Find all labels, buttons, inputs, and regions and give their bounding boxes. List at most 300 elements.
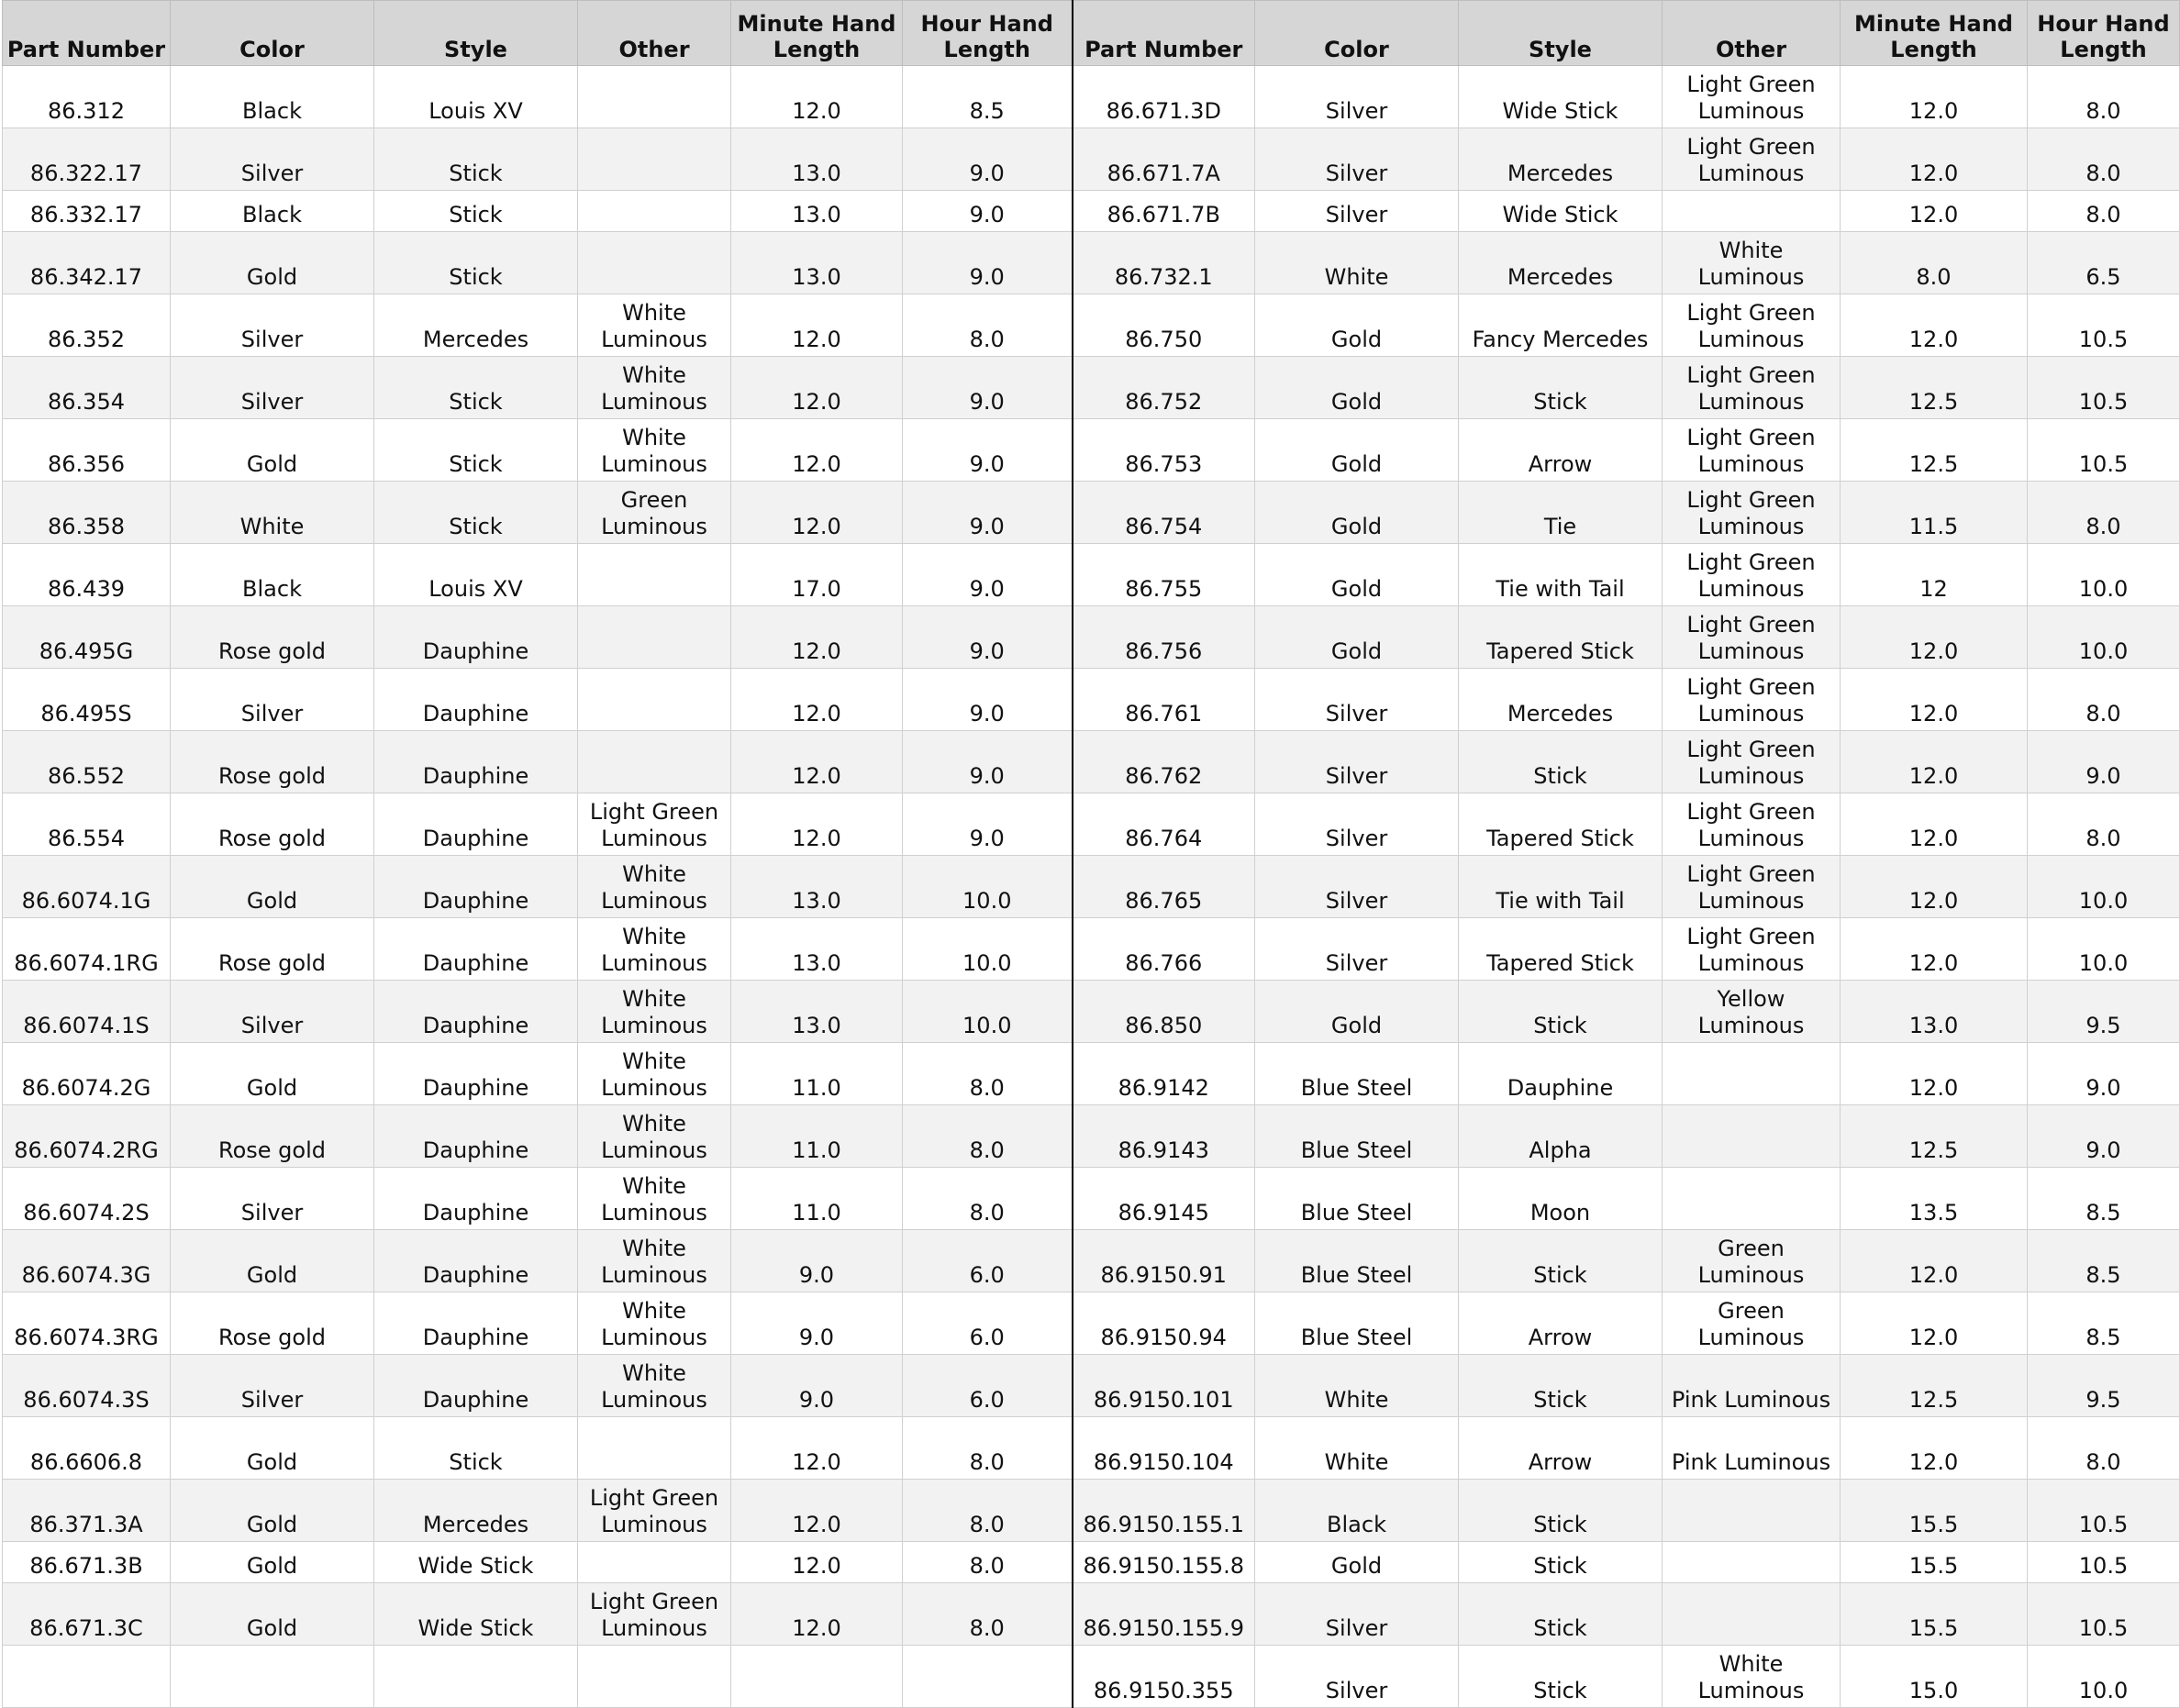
table-row[interactable] bbox=[3, 918, 2180, 981]
cell-minute-hand-length[interactable]: 13.0 bbox=[731, 918, 903, 981]
cell-other[interactable] bbox=[578, 66, 731, 128]
cell-other[interactable]: Light Green Luminous bbox=[578, 1583, 731, 1646]
cell-hour-hand-length[interactable]: 10.5 bbox=[2028, 1480, 2180, 1542]
cell-hour-hand-length[interactable]: 8.0 bbox=[903, 1168, 1073, 1230]
table-row[interactable] bbox=[3, 1646, 2180, 1708]
cell-part-number[interactable]: 86.754 bbox=[1073, 482, 1255, 544]
cell-style[interactable]: Stick bbox=[1459, 1583, 1663, 1646]
cell-part-number[interactable]: 86.761 bbox=[1073, 669, 1255, 731]
cell-minute-hand-length[interactable]: 12.0 bbox=[1841, 1043, 2028, 1105]
cell-minute-hand-length[interactable]: 15.5 bbox=[1841, 1542, 2028, 1583]
table-row[interactable] bbox=[3, 66, 2180, 128]
cell-part-number[interactable]: 86.6074.1S bbox=[3, 981, 171, 1043]
cell-minute-hand-length[interactable]: 12.0 bbox=[1841, 1417, 2028, 1480]
cell-part-number[interactable]: 86.6074.3RG bbox=[3, 1292, 171, 1355]
table-row[interactable] bbox=[3, 1417, 2180, 1480]
cell-color[interactable]: White bbox=[171, 482, 374, 544]
cell-minute-hand-length[interactable]: 8.0 bbox=[1841, 232, 2028, 294]
cell-hour-hand-length[interactable]: 8.5 bbox=[2028, 1230, 2180, 1292]
table-row[interactable] bbox=[3, 1583, 2180, 1646]
cell-minute-hand-length[interactable]: 12.0 bbox=[1841, 606, 2028, 669]
cell-style[interactable]: Mercedes bbox=[374, 1480, 578, 1542]
cell-part-number[interactable]: 86.9150.155.1 bbox=[1073, 1480, 1255, 1542]
cell-hour-hand-length[interactable]: 10.0 bbox=[2028, 606, 2180, 669]
cell-part-number[interactable]: 86.356 bbox=[3, 419, 171, 482]
cell-style[interactable]: Tapered Stick bbox=[1459, 606, 1663, 669]
cell-part-number[interactable]: 86.554 bbox=[3, 793, 171, 856]
cell-hour-hand-length[interactable]: 10.0 bbox=[903, 918, 1073, 981]
cell-part-number[interactable]: 86.495S bbox=[3, 669, 171, 731]
cell-style[interactable]: Stick bbox=[1459, 731, 1663, 793]
cell-color[interactable]: Silver bbox=[171, 357, 374, 419]
cell-style[interactable]: Stick bbox=[374, 1417, 578, 1480]
cell-color[interactable]: Blue Steel bbox=[1255, 1292, 1459, 1355]
cell-other[interactable]: White Luminous bbox=[578, 419, 731, 482]
cell-minute-hand-length[interactable]: 15.5 bbox=[1841, 1480, 2028, 1542]
header-minute-hand-length-right[interactable]: Minute Hand Length bbox=[1841, 1, 2028, 66]
cell-part-number[interactable]: 86.6074.2S bbox=[3, 1168, 171, 1230]
cell-minute-hand-length[interactable]: 12.0 bbox=[1841, 128, 2028, 191]
cell-minute-hand-length[interactable]: 12.0 bbox=[1841, 1230, 2028, 1292]
cell-hour-hand-length[interactable]: 10.0 bbox=[2028, 544, 2180, 606]
table-row[interactable] bbox=[3, 1230, 2180, 1292]
cell-hour-hand-length[interactable]: 9.0 bbox=[903, 606, 1073, 669]
cell-other[interactable]: White Luminous bbox=[578, 856, 731, 918]
cell-color[interactable]: Gold bbox=[171, 856, 374, 918]
cell-part-number[interactable]: 86.352 bbox=[3, 294, 171, 357]
cell-part-number[interactable]: 86.6074.2RG bbox=[3, 1105, 171, 1168]
cell-minute-hand-length[interactable]: 12.0 bbox=[731, 731, 903, 793]
cell-style[interactable]: Stick bbox=[374, 191, 578, 232]
cell-style[interactable]: Dauphine bbox=[374, 1292, 578, 1355]
cell-color[interactable]: Rose gold bbox=[171, 1105, 374, 1168]
cell-minute-hand-length[interactable]: 17.0 bbox=[731, 544, 903, 606]
cell-other[interactable]: Light Green Luminous bbox=[1663, 66, 1841, 128]
cell-part-number[interactable]: 86.332.17 bbox=[3, 191, 171, 232]
cell-style[interactable]: Dauphine bbox=[374, 669, 578, 731]
cell-style[interactable]: Stick bbox=[374, 232, 578, 294]
table-row[interactable] bbox=[3, 1168, 2180, 1230]
cell-other[interactable] bbox=[578, 731, 731, 793]
cell-part-number[interactable]: 86.762 bbox=[1073, 731, 1255, 793]
cell-minute-hand-length[interactable]: 11.0 bbox=[731, 1105, 903, 1168]
cell-part-number[interactable]: 86.6074.3G bbox=[3, 1230, 171, 1292]
cell-other[interactable]: Light Green Luminous bbox=[1663, 544, 1841, 606]
cell-minute-hand-length[interactable]: 12.0 bbox=[1841, 1292, 2028, 1355]
cell-hour-hand-length[interactable]: 9.0 bbox=[903, 544, 1073, 606]
cell-other[interactable] bbox=[578, 1646, 731, 1708]
cell-minute-hand-length[interactable] bbox=[731, 1646, 903, 1708]
cell-color[interactable]: Gold bbox=[171, 1542, 374, 1583]
cell-hour-hand-length[interactable]: 8.5 bbox=[2028, 1168, 2180, 1230]
cell-hour-hand-length[interactable]: 8.0 bbox=[2028, 191, 2180, 232]
header-part-number-right[interactable]: Part Number bbox=[1073, 1, 1255, 66]
cell-other[interactable] bbox=[1663, 1480, 1841, 1542]
cell-color[interactable]: Silver bbox=[171, 128, 374, 191]
cell-other[interactable] bbox=[578, 544, 731, 606]
cell-color[interactable]: Gold bbox=[1255, 294, 1459, 357]
cell-other[interactable]: Pink Luminous bbox=[1663, 1355, 1841, 1417]
cell-hour-hand-length[interactable]: 6.0 bbox=[903, 1230, 1073, 1292]
cell-hour-hand-length[interactable]: 8.0 bbox=[2028, 669, 2180, 731]
cell-color[interactable]: Gold bbox=[171, 419, 374, 482]
cell-other[interactable] bbox=[578, 232, 731, 294]
cell-style[interactable]: Mercedes bbox=[1459, 669, 1663, 731]
cell-minute-hand-length[interactable]: 12.5 bbox=[1841, 1105, 2028, 1168]
table-row[interactable] bbox=[3, 606, 2180, 669]
cell-style[interactable]: Tie with Tail bbox=[1459, 544, 1663, 606]
cell-part-number[interactable]: 86.9150.91 bbox=[1073, 1230, 1255, 1292]
cell-hour-hand-length[interactable]: 9.0 bbox=[2028, 1105, 2180, 1168]
cell-other[interactable] bbox=[578, 606, 731, 669]
cell-color[interactable]: Silver bbox=[171, 669, 374, 731]
cell-color[interactable]: Gold bbox=[171, 1230, 374, 1292]
cell-color[interactable]: Silver bbox=[1255, 669, 1459, 731]
table-row[interactable] bbox=[3, 981, 2180, 1043]
cell-style[interactable]: Stick bbox=[374, 128, 578, 191]
cell-hour-hand-length[interactable]: 8.0 bbox=[903, 1105, 1073, 1168]
cell-part-number[interactable]: 86.671.7B bbox=[1073, 191, 1255, 232]
cell-other[interactable] bbox=[1663, 191, 1841, 232]
cell-style[interactable]: Wide Stick bbox=[374, 1542, 578, 1583]
header-other-left[interactable]: Other bbox=[578, 1, 731, 66]
cell-other[interactable] bbox=[1663, 1043, 1841, 1105]
cell-color[interactable]: Gold bbox=[1255, 981, 1459, 1043]
cell-other[interactable] bbox=[578, 669, 731, 731]
cell-style[interactable]: Dauphine bbox=[374, 793, 578, 856]
cell-hour-hand-length[interactable]: 6.5 bbox=[2028, 232, 2180, 294]
cell-style[interactable]: Tapered Stick bbox=[1459, 793, 1663, 856]
cell-style[interactable]: Stick bbox=[374, 482, 578, 544]
cell-part-number[interactable]: 86.6074.3S bbox=[3, 1355, 171, 1417]
cell-style[interactable]: Dauphine bbox=[374, 606, 578, 669]
cell-other[interactable]: Yellow Luminous bbox=[1663, 981, 1841, 1043]
cell-part-number[interactable]: 86.354 bbox=[3, 357, 171, 419]
cell-hour-hand-length[interactable]: 10.0 bbox=[2028, 856, 2180, 918]
cell-style[interactable]: Dauphine bbox=[374, 1230, 578, 1292]
cell-minute-hand-length[interactable]: 12.0 bbox=[1841, 669, 2028, 731]
cell-style[interactable]: Stick bbox=[1459, 1542, 1663, 1583]
header-hour-hand-length-right[interactable]: Hour Hand Length bbox=[2028, 1, 2180, 66]
cell-part-number[interactable]: 86.765 bbox=[1073, 856, 1255, 918]
cell-other[interactable]: Light Green Luminous bbox=[1663, 606, 1841, 669]
cell-part-number[interactable]: 86.764 bbox=[1073, 793, 1255, 856]
cell-part-number[interactable]: 86.9150.355 bbox=[1073, 1646, 1255, 1708]
cell-minute-hand-length[interactable]: 13.0 bbox=[731, 981, 903, 1043]
cell-style[interactable]: Alpha bbox=[1459, 1105, 1663, 1168]
cell-part-number[interactable]: 86.342.17 bbox=[3, 232, 171, 294]
cell-minute-hand-length[interactable]: 12.0 bbox=[731, 793, 903, 856]
cell-other[interactable]: White Luminous bbox=[578, 1292, 731, 1355]
cell-style[interactable]: Dauphine bbox=[374, 856, 578, 918]
cell-color[interactable]: Silver bbox=[1255, 66, 1459, 128]
cell-hour-hand-length[interactable]: 9.0 bbox=[903, 793, 1073, 856]
cell-part-number[interactable]: 86.322.17 bbox=[3, 128, 171, 191]
cell-color[interactable]: Blue Steel bbox=[1255, 1230, 1459, 1292]
cell-other[interactable] bbox=[578, 1542, 731, 1583]
cell-other[interactable]: White Luminous bbox=[578, 1043, 731, 1105]
cell-other[interactable]: White Luminous bbox=[578, 294, 731, 357]
cell-hour-hand-length[interactable]: 8.5 bbox=[903, 66, 1073, 128]
cell-color[interactable]: Silver bbox=[171, 981, 374, 1043]
cell-part-number[interactable]: 86.371.3A bbox=[3, 1480, 171, 1542]
cell-part-number[interactable]: 86.6074.1RG bbox=[3, 918, 171, 981]
cell-hour-hand-length[interactable]: 9.0 bbox=[2028, 731, 2180, 793]
cell-style[interactable]: Arrow bbox=[1459, 1417, 1663, 1480]
header-other-right[interactable]: Other bbox=[1663, 1, 1841, 66]
cell-color[interactable]: Gold bbox=[1255, 482, 1459, 544]
cell-style[interactable]: Stick bbox=[1459, 1355, 1663, 1417]
cell-color[interactable]: Silver bbox=[1255, 793, 1459, 856]
table-row[interactable] bbox=[3, 1105, 2180, 1168]
cell-part-number[interactable]: 86.755 bbox=[1073, 544, 1255, 606]
table-row[interactable] bbox=[3, 419, 2180, 482]
cell-color[interactable]: Gold bbox=[1255, 606, 1459, 669]
cell-minute-hand-length[interactable]: 12.0 bbox=[731, 482, 903, 544]
cell-other[interactable]: White Luminous bbox=[578, 918, 731, 981]
cell-other[interactable]: White Luminous bbox=[1663, 1646, 1841, 1708]
cell-color[interactable]: Gold bbox=[171, 1043, 374, 1105]
cell-color[interactable]: Blue Steel bbox=[1255, 1105, 1459, 1168]
cell-hour-hand-length[interactable]: 9.0 bbox=[903, 232, 1073, 294]
cell-minute-hand-length[interactable]: 13.5 bbox=[1841, 1168, 2028, 1230]
cell-color[interactable]: Silver bbox=[171, 1168, 374, 1230]
cell-other[interactable] bbox=[1663, 1105, 1841, 1168]
cell-minute-hand-length[interactable]: 12.0 bbox=[731, 66, 903, 128]
table-row[interactable] bbox=[3, 793, 2180, 856]
cell-other[interactable]: Light Green Luminous bbox=[578, 1480, 731, 1542]
cell-style[interactable]: Moon bbox=[1459, 1168, 1663, 1230]
cell-style[interactable]: Stick bbox=[374, 357, 578, 419]
cell-hour-hand-length[interactable]: 10.5 bbox=[2028, 357, 2180, 419]
cell-minute-hand-length[interactable]: 12.0 bbox=[1841, 856, 2028, 918]
cell-color[interactable]: White bbox=[1255, 1417, 1459, 1480]
cell-part-number[interactable]: 86.358 bbox=[3, 482, 171, 544]
cell-hour-hand-length[interactable]: 9.5 bbox=[2028, 981, 2180, 1043]
table-row[interactable] bbox=[3, 1355, 2180, 1417]
cell-part-number[interactable]: 86.756 bbox=[1073, 606, 1255, 669]
cell-part-number[interactable]: 86.9150.155.9 bbox=[1073, 1583, 1255, 1646]
cell-other[interactable]: Light Green Luminous bbox=[1663, 793, 1841, 856]
cell-style[interactable]: Wide Stick bbox=[374, 1583, 578, 1646]
cell-part-number[interactable]: 86.753 bbox=[1073, 419, 1255, 482]
table-row[interactable] bbox=[3, 232, 2180, 294]
cell-color[interactable]: Rose gold bbox=[171, 606, 374, 669]
cell-other[interactable]: Light Green Luminous bbox=[1663, 294, 1841, 357]
cell-part-number[interactable]: 86.850 bbox=[1073, 981, 1255, 1043]
cell-part-number[interactable]: 86.9143 bbox=[1073, 1105, 1255, 1168]
table-row[interactable] bbox=[3, 1542, 2180, 1583]
cell-color[interactable]: Blue Steel bbox=[1255, 1168, 1459, 1230]
cell-style[interactable]: Stick bbox=[1459, 357, 1663, 419]
cell-minute-hand-length[interactable]: 12.5 bbox=[1841, 1355, 2028, 1417]
cell-hour-hand-length[interactable]: 9.0 bbox=[903, 419, 1073, 482]
cell-color[interactable]: Black bbox=[171, 66, 374, 128]
cell-part-number[interactable]: 86.9150.101 bbox=[1073, 1355, 1255, 1417]
cell-color[interactable]: Silver bbox=[171, 1355, 374, 1417]
cell-part-number[interactable]: 86.671.3B bbox=[3, 1542, 171, 1583]
cell-other[interactable]: White Luminous bbox=[1663, 232, 1841, 294]
header-minute-hand-length-left[interactable]: Minute Hand Length bbox=[731, 1, 903, 66]
cell-other[interactable]: Pink Luminous bbox=[1663, 1417, 1841, 1480]
cell-other[interactable]: White Luminous bbox=[578, 1105, 731, 1168]
cell-minute-hand-length[interactable]: 13.0 bbox=[731, 191, 903, 232]
cell-hour-hand-length[interactable]: 6.0 bbox=[903, 1292, 1073, 1355]
cell-other[interactable] bbox=[578, 128, 731, 191]
cell-color[interactable]: Gold bbox=[1255, 419, 1459, 482]
cell-color[interactable]: Silver bbox=[1255, 731, 1459, 793]
cell-part-number[interactable]: 86.552 bbox=[3, 731, 171, 793]
cell-hour-hand-length[interactable]: 8.0 bbox=[2028, 482, 2180, 544]
cell-hour-hand-length[interactable]: 9.0 bbox=[903, 669, 1073, 731]
cell-color[interactable]: Black bbox=[171, 544, 374, 606]
cell-other[interactable]: White Luminous bbox=[578, 1230, 731, 1292]
cell-color[interactable]: Rose gold bbox=[171, 731, 374, 793]
cell-style[interactable]: Dauphine bbox=[374, 731, 578, 793]
cell-style[interactable]: Louis XV bbox=[374, 66, 578, 128]
cell-part-number[interactable]: 86.439 bbox=[3, 544, 171, 606]
cell-minute-hand-length[interactable]: 13.0 bbox=[1841, 981, 2028, 1043]
cell-other[interactable]: Light Green Luminous bbox=[1663, 918, 1841, 981]
cell-hour-hand-length[interactable]: 8.5 bbox=[2028, 1292, 2180, 1355]
cell-hour-hand-length[interactable]: 8.0 bbox=[2028, 1417, 2180, 1480]
cell-hour-hand-length[interactable]: 10.0 bbox=[2028, 1646, 2180, 1708]
cell-style[interactable]: Louis XV bbox=[374, 544, 578, 606]
cell-part-number[interactable]: 86.495G bbox=[3, 606, 171, 669]
cell-minute-hand-length[interactable]: 12.0 bbox=[731, 1480, 903, 1542]
cell-hour-hand-length[interactable]: 8.0 bbox=[2028, 66, 2180, 128]
cell-color[interactable]: Silver bbox=[1255, 1646, 1459, 1708]
cell-minute-hand-length[interactable]: 9.0 bbox=[731, 1292, 903, 1355]
cell-hour-hand-length[interactable]: 8.0 bbox=[903, 1583, 1073, 1646]
cell-hour-hand-length[interactable]: 10.5 bbox=[2028, 1583, 2180, 1646]
cell-minute-hand-length[interactable]: 12.0 bbox=[731, 1542, 903, 1583]
cell-color[interactable]: Silver bbox=[1255, 128, 1459, 191]
cell-other[interactable] bbox=[578, 191, 731, 232]
cell-style[interactable]: Mercedes bbox=[1459, 232, 1663, 294]
cell-minute-hand-length[interactable]: 9.0 bbox=[731, 1355, 903, 1417]
cell-part-number[interactable]: 86.671.3D bbox=[1073, 66, 1255, 128]
cell-color[interactable]: Silver bbox=[1255, 918, 1459, 981]
cell-other[interactable]: White Luminous bbox=[578, 981, 731, 1043]
cell-style[interactable]: Stick bbox=[1459, 981, 1663, 1043]
cell-minute-hand-length[interactable]: 12.0 bbox=[731, 1583, 903, 1646]
cell-color[interactable]: Rose gold bbox=[171, 793, 374, 856]
cell-color[interactable]: Gold bbox=[171, 232, 374, 294]
cell-minute-hand-length[interactable]: 15.0 bbox=[1841, 1646, 2028, 1708]
cell-minute-hand-length[interactable]: 12.5 bbox=[1841, 357, 2028, 419]
cell-style[interactable] bbox=[374, 1646, 578, 1708]
table-row[interactable] bbox=[3, 357, 2180, 419]
cell-part-number[interactable]: 86.766 bbox=[1073, 918, 1255, 981]
cell-style[interactable]: Wide Stick bbox=[1459, 191, 1663, 232]
cell-other[interactable] bbox=[1663, 1168, 1841, 1230]
table-row[interactable] bbox=[3, 294, 2180, 357]
cell-part-number[interactable]: 86.750 bbox=[1073, 294, 1255, 357]
cell-other[interactable]: Light Green Luminous bbox=[1663, 128, 1841, 191]
cell-part-number[interactable]: 86.6074.2G bbox=[3, 1043, 171, 1105]
cell-minute-hand-length[interactable]: 11.0 bbox=[731, 1043, 903, 1105]
cell-style[interactable]: Mercedes bbox=[374, 294, 578, 357]
cell-style[interactable]: Stick bbox=[374, 419, 578, 482]
cell-other[interactable]: Light Green Luminous bbox=[1663, 357, 1841, 419]
cell-hour-hand-length[interactable]: 9.0 bbox=[2028, 1043, 2180, 1105]
cell-other[interactable]: Light Green Luminous bbox=[1663, 856, 1841, 918]
cell-style[interactable]: Fancy Mercedes bbox=[1459, 294, 1663, 357]
cell-other[interactable]: Light Green Luminous bbox=[1663, 731, 1841, 793]
cell-style[interactable]: Dauphine bbox=[374, 981, 578, 1043]
cell-minute-hand-length[interactable]: 12.0 bbox=[1841, 191, 2028, 232]
cell-minute-hand-length[interactable]: 9.0 bbox=[731, 1230, 903, 1292]
cell-other[interactable]: White Luminous bbox=[578, 1355, 731, 1417]
cell-minute-hand-length[interactable]: 12.0 bbox=[1841, 918, 2028, 981]
header-part-number-left[interactable]: Part Number bbox=[3, 1, 171, 66]
cell-minute-hand-length[interactable]: 12.0 bbox=[1841, 731, 2028, 793]
cell-other[interactable]: Light Green Luminous bbox=[1663, 482, 1841, 544]
cell-minute-hand-length[interactable]: 12 bbox=[1841, 544, 2028, 606]
cell-part-number[interactable]: 86.6074.1G bbox=[3, 856, 171, 918]
cell-minute-hand-length[interactable]: 13.0 bbox=[731, 128, 903, 191]
cell-minute-hand-length[interactable]: 11.5 bbox=[1841, 482, 2028, 544]
cell-hour-hand-length[interactable]: 8.0 bbox=[903, 1542, 1073, 1583]
cell-color[interactable]: Rose gold bbox=[171, 1292, 374, 1355]
cell-color[interactable]: White bbox=[1255, 232, 1459, 294]
table-row[interactable] bbox=[3, 128, 2180, 191]
cell-style[interactable]: Dauphine bbox=[374, 1355, 578, 1417]
cell-color[interactable]: Blue Steel bbox=[1255, 1043, 1459, 1105]
cell-other[interactable]: Light Green Luminous bbox=[1663, 669, 1841, 731]
table-row[interactable] bbox=[3, 1292, 2180, 1355]
cell-style[interactable]: Arrow bbox=[1459, 419, 1663, 482]
table-row[interactable] bbox=[3, 856, 2180, 918]
cell-hour-hand-length[interactable]: 9.0 bbox=[903, 482, 1073, 544]
cell-other[interactable]: Green Luminous bbox=[578, 482, 731, 544]
cell-style[interactable]: Stick bbox=[1459, 1230, 1663, 1292]
cell-part-number[interactable]: 86.6606.8 bbox=[3, 1417, 171, 1480]
cell-hour-hand-length[interactable]: 10.5 bbox=[2028, 294, 2180, 357]
cell-hour-hand-length[interactable] bbox=[903, 1646, 1073, 1708]
header-color-left[interactable]: Color bbox=[171, 1, 374, 66]
cell-part-number[interactable]: 86.9145 bbox=[1073, 1168, 1255, 1230]
cell-hour-hand-length[interactable]: 8.0 bbox=[903, 1043, 1073, 1105]
cell-hour-hand-length[interactable]: 8.0 bbox=[903, 1480, 1073, 1542]
cell-other[interactable]: White Luminous bbox=[578, 1168, 731, 1230]
cell-part-number[interactable]: 86.732.1 bbox=[1073, 232, 1255, 294]
cell-minute-hand-length[interactable]: 13.0 bbox=[731, 232, 903, 294]
cell-part-number[interactable]: 86.9142 bbox=[1073, 1043, 1255, 1105]
cell-hour-hand-length[interactable]: 10.5 bbox=[2028, 419, 2180, 482]
cell-hour-hand-length[interactable]: 10.0 bbox=[2028, 918, 2180, 981]
cell-part-number[interactable] bbox=[3, 1646, 171, 1708]
cell-color[interactable]: Silver bbox=[1255, 1583, 1459, 1646]
cell-part-number[interactable]: 86.671.7A bbox=[1073, 128, 1255, 191]
cell-part-number[interactable]: 86.752 bbox=[1073, 357, 1255, 419]
cell-minute-hand-length[interactable]: 12.0 bbox=[731, 419, 903, 482]
cell-color[interactable]: Black bbox=[171, 191, 374, 232]
table-row[interactable] bbox=[3, 191, 2180, 232]
header-hour-hand-length-left[interactable]: Hour Hand Length bbox=[903, 1, 1073, 66]
cell-style[interactable]: Dauphine bbox=[374, 918, 578, 981]
cell-style[interactable]: Wide Stick bbox=[1459, 66, 1663, 128]
cell-hour-hand-length[interactable]: 8.0 bbox=[903, 294, 1073, 357]
header-color-right[interactable]: Color bbox=[1255, 1, 1459, 66]
cell-color[interactable] bbox=[171, 1646, 374, 1708]
cell-other[interactable] bbox=[578, 1417, 731, 1480]
cell-style[interactable]: Stick bbox=[1459, 1646, 1663, 1708]
cell-minute-hand-length[interactable]: 12.0 bbox=[731, 1417, 903, 1480]
cell-hour-hand-length[interactable]: 9.0 bbox=[903, 357, 1073, 419]
cell-other[interactable]: White Luminous bbox=[578, 357, 731, 419]
